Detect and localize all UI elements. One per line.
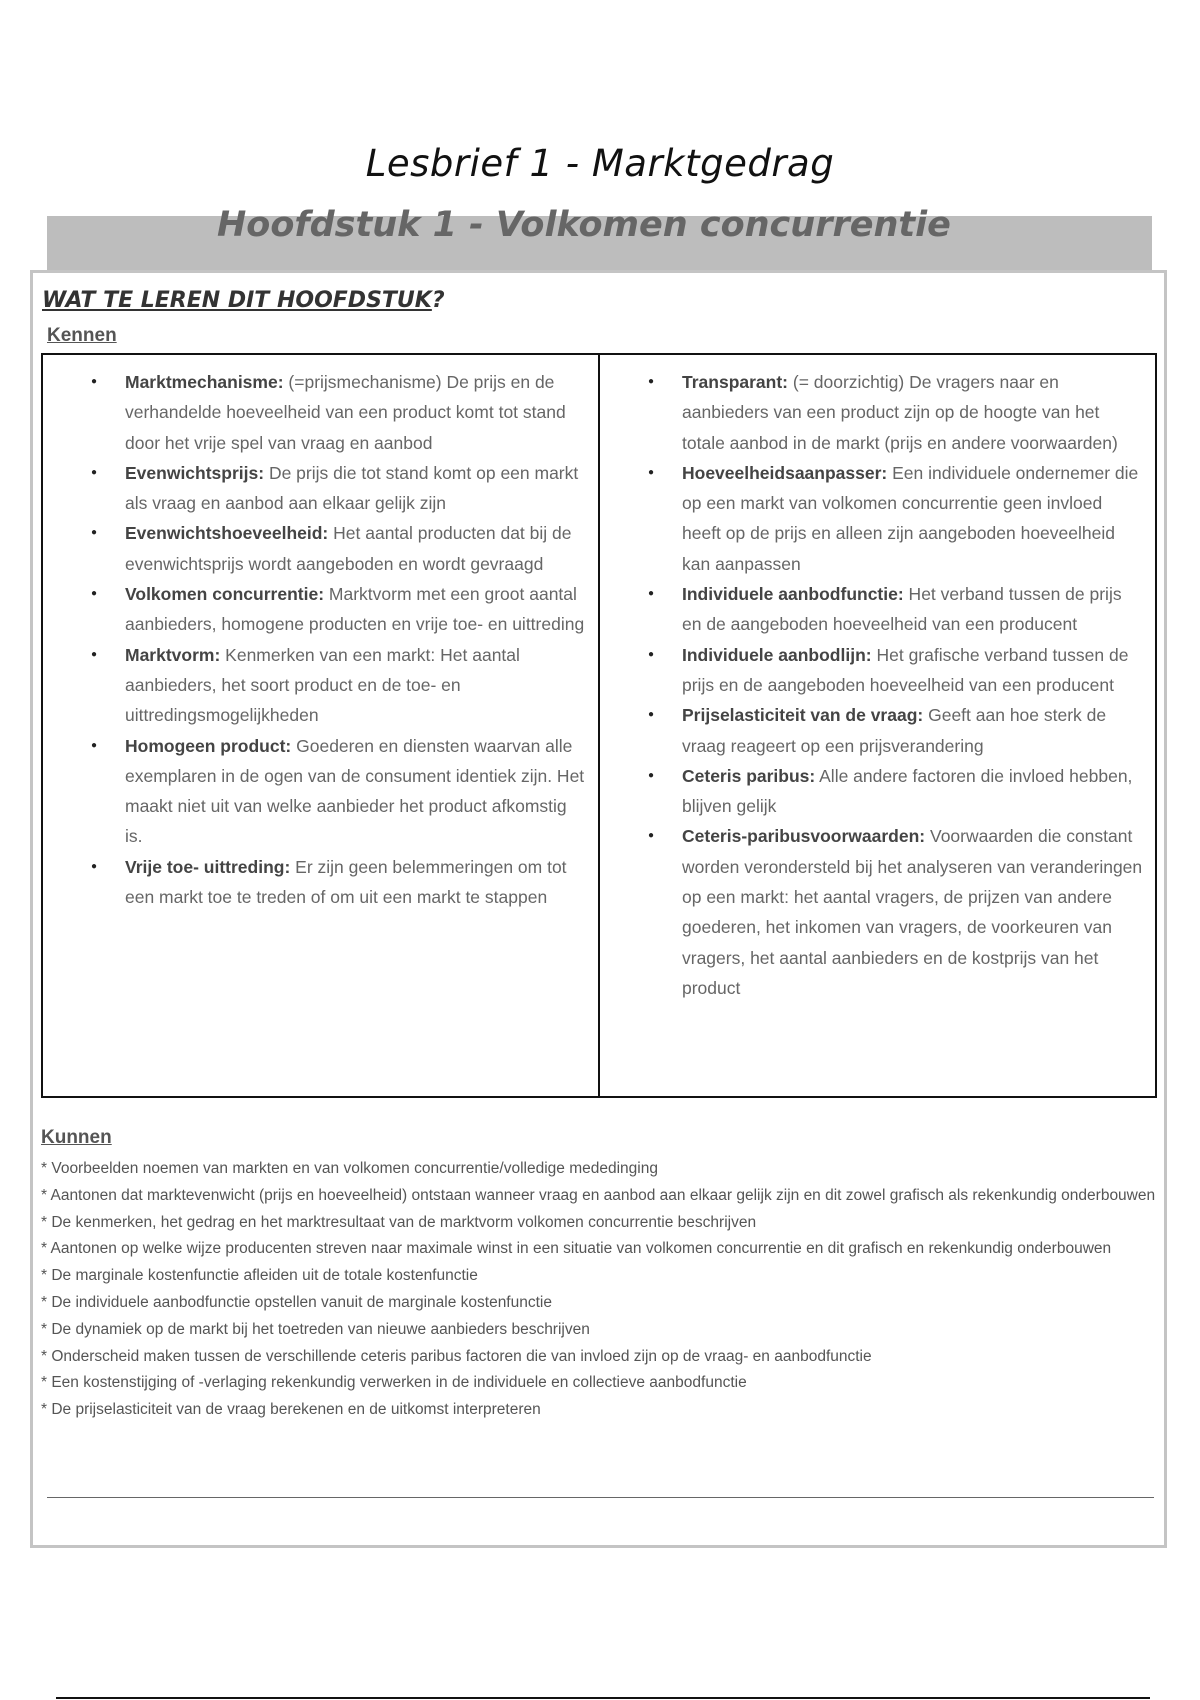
term-name: Volkomen concurrentie: — [125, 584, 325, 605]
kunnen-item: * Voorbeelden noemen van markten en van volkomen concurrentie/volledige mededinging — [41, 1160, 658, 1177]
term-name: Individuele aanbodfunctie: — [682, 584, 904, 605]
kunnen-item: * De prijselasticiteit van de vraag berekenen en de uitkomst interpreteren — [41, 1401, 541, 1419]
kunnen-list — [41, 1156, 1161, 1424]
term-definition: Goederen en diensten waarvan alle exemplaren in de ogen van de consument identiek zijn. Het maakt niet uit van welke aanbieder het product afkomstig is. — [125, 735, 585, 847]
term-name: Homogeen product: — [125, 735, 292, 756]
term-item — [682, 640, 1145, 701]
term-name: Ceteris-paribusvoorwaarden: — [682, 826, 926, 847]
term-name: Vrije toe- uittreding: — [125, 856, 291, 877]
term-item — [125, 458, 588, 519]
term-definition: Er zijn geen belemmeringen om tot een markt toe te treden of om uit een markt te stappen — [125, 856, 567, 908]
kunnen-item: * De individuele aanbodfunctie opstellen vanuit de marginale kostenfunctie — [41, 1293, 552, 1311]
term-name: Marktmechanisme: — [125, 372, 284, 392]
kennen-label: Kennen — [47, 325, 117, 346]
kunnen-item: * Onderscheid maken tussen de verschillende ceteris paribus factoren die van invloed zijn op de vraag- en aanbodfunctie — [41, 1347, 872, 1365]
term-item — [125, 518, 588, 579]
terms-column-left — [43, 355, 600, 1096]
term-item — [682, 367, 1145, 458]
term-item — [682, 761, 1145, 822]
terms-list-left — [43, 367, 588, 912]
term-name: Evenwichtshoeveelheid: — [125, 523, 329, 544]
term-name: Marktvorm: — [125, 644, 221, 665]
kunnen-item: * De kenmerken, het gedrag en het marktresultaat van de marktvorm volkomen concurrentie beschrijven — [41, 1213, 757, 1231]
learn-heading — [42, 288, 445, 313]
term-definition: Voorwaarden die constant worden verondersteld bij het analyseren van veranderingen op een markt: het aantal vragers, de prijzen van andere goederen, het inkomen van vragers, de voorkeuren van vragers, het aantal aanbieders en de kostprijs van het product — [682, 826, 1143, 998]
terms-list-right — [600, 367, 1145, 1003]
kunnen-label: Kunnen — [41, 1127, 112, 1148]
learn-heading-text: WAT TE LEREN DIT HOOFDSTUK — [42, 288, 432, 313]
term-item — [682, 700, 1145, 761]
kunnen-item: * De marginale kostenfunctie afleiden uit de totale kostenfunctie — [41, 1267, 478, 1285]
term-item — [682, 458, 1145, 579]
terms-column-right — [600, 355, 1155, 1096]
term-definition: Alle andere factoren die invloed hebben, blijven gelijk — [682, 765, 1133, 817]
term-definition: Het grafische verband tussen de prijs en de aangeboden hoeveelheid van een producent — [682, 644, 1129, 695]
terms-table — [41, 353, 1157, 1098]
term-name: Hoeveelheidsaanpasser: — [682, 462, 888, 483]
term-definition: Marktvorm met een groot aantal aanbieders, homogene producten en vrije toe- en uittreding — [125, 584, 585, 635]
term-definition: Kenmerken van een markt: Het aantal aanbieders, het soort product en de toe- en uittredingsmogelijkheden — [125, 644, 520, 726]
learn-heading-suffix: ? — [431, 288, 445, 313]
term-definition: (=prijsmechanisme) De prijs en de verhandelde hoeveelheid van een product komt tot stand door het vrije spel van vraag en aanbod — [125, 372, 566, 453]
term-item — [125, 579, 588, 640]
document-title: Lesbrief 1 - Marktgedrag — [365, 142, 835, 185]
term-name: Individuele aanbodlijn: — [682, 644, 872, 665]
term-name: Ceteris paribus: — [682, 765, 816, 786]
term-name: Evenwichtsprijs: — [125, 462, 265, 483]
page-bottom-line — [56, 1697, 1150, 1699]
term-item — [125, 731, 588, 852]
term-item — [682, 821, 1145, 1003]
kunnen-item: * Aantonen op welke wijze producenten streven naar maximale winst in een situatie van volkomen concurrentie en dit grafisch en rekenkundig onderbouwen — [41, 1240, 1112, 1258]
term-item — [682, 579, 1145, 640]
kunnen-item: * De dynamiek op de markt bij het toetreden van nieuwe aanbieders beschrijven — [41, 1320, 590, 1338]
term-definition: Een individuele ondernemer die op een markt van volkomen concurrentie geen invloed heeft op de prijs en alleen zijn aangeboden hoeveelheid kan aanpassen — [682, 462, 1139, 574]
kunnen-item: * Een kostenstijging of -verlaging rekenkundig verwerken in de individuele en collectieve aanbodfunctie — [41, 1374, 747, 1392]
term-definition: Geeft aan hoe sterk de vraag reageert op een prijsverandering — [682, 705, 1107, 756]
term-name: Prijselasticiteit van de vraag: — [682, 705, 924, 726]
term-item — [125, 640, 588, 731]
term-item — [125, 852, 588, 913]
term-definition: De prijs die tot stand komt op een markt als vraag en aanbod aan elkaar gelijk zijn — [125, 462, 579, 514]
divider-line — [47, 1497, 1154, 1498]
kunnen-item: * Aantonen dat marktevenwicht (prijs en hoeveelheid) ontstaan wanneer vraag en aanbod aan elkaar gelijk zijn en dit zowel grafisch als rekenkundig onderbouwen — [41, 1186, 1156, 1204]
chapter-title: Hoofdstuk 1 - Volkomen concurrentie — [217, 205, 951, 245]
term-name: Transparant: — [682, 372, 788, 392]
term-item — [125, 367, 588, 458]
term-definition: Het aantal producten dat bij de evenwichtsprijs wordt aangeboden en wordt gevraagd — [125, 523, 572, 574]
term-definition: (= doorzichtig) De vragers naar en aanbieders van een product zijn op de hoogte van het totale aanbod in de markt (prijs en andere voorwaarden) — [682, 372, 1118, 453]
term-definition: Het verband tussen de prijs en de aangeboden hoeveelheid van een producent — [682, 584, 1122, 635]
